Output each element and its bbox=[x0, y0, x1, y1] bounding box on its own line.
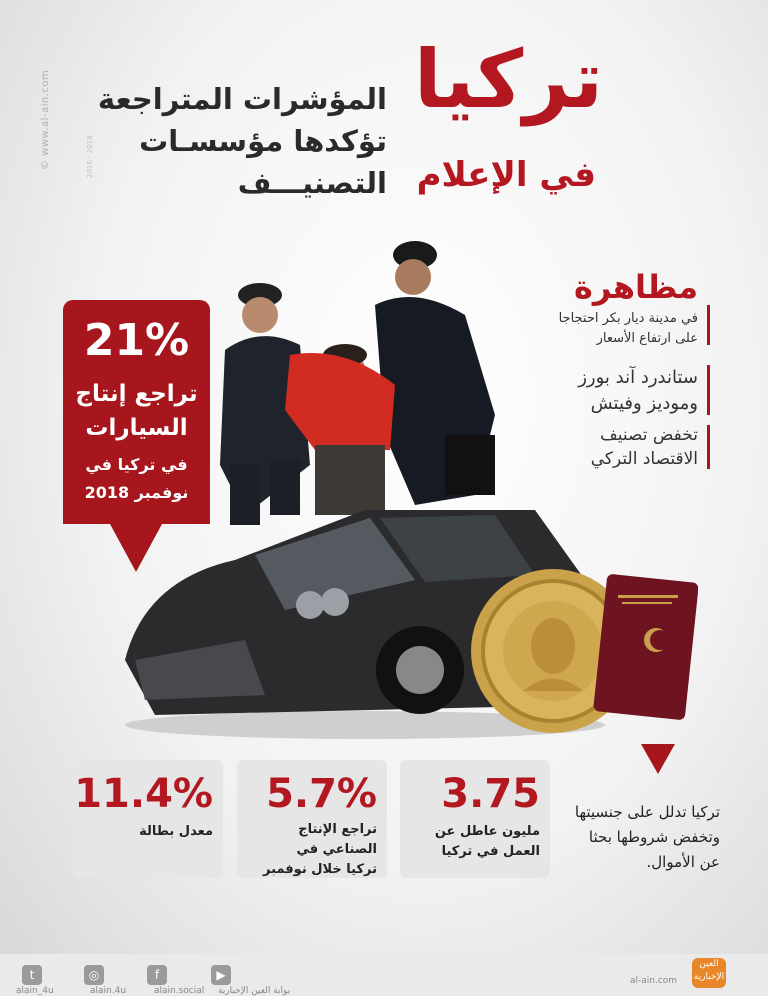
badge-line: نوفمبر 2018 bbox=[84, 483, 189, 502]
youtube-channel[interactable]: بوابة العين الإخبارية bbox=[218, 986, 291, 996]
citizenship-note bbox=[555, 800, 720, 880]
stat-text-line: تراجع الإنتاج bbox=[298, 822, 377, 837]
red-accent-bar bbox=[707, 305, 710, 345]
badge-line: تراجع إنتاج bbox=[75, 381, 198, 407]
stat-text bbox=[73, 822, 213, 842]
agencies-line: وموديز وفيتش bbox=[590, 393, 698, 414]
stat-number: 5.7% bbox=[266, 771, 377, 817]
note-pointer bbox=[641, 744, 675, 774]
turkish-passport-image bbox=[588, 570, 698, 720]
instagram-icon[interactable]: ◎ bbox=[84, 965, 104, 985]
headline-line: المؤشرات المتراجعة bbox=[97, 82, 387, 116]
right-info-column bbox=[520, 265, 710, 469]
downgrade-line: الاقتصاد التركي bbox=[590, 449, 698, 469]
stat-text-line: الصناعي في bbox=[296, 842, 377, 857]
stat-text-line: معدل بطالة bbox=[139, 824, 213, 839]
stat-text bbox=[237, 820, 377, 880]
facebook-handle[interactable]: alain.social bbox=[154, 986, 205, 996]
red-accent-bar bbox=[707, 365, 710, 415]
stat-number: 3.75 bbox=[441, 771, 540, 817]
facebook-icon[interactable]: f bbox=[147, 965, 167, 985]
headline-line: التصنيـــف bbox=[237, 166, 387, 200]
note-line: عن الأموال. bbox=[646, 853, 720, 871]
al-ain-logo: العين الإخبارية bbox=[692, 958, 726, 988]
agencies-line: ستاندرد آند بورز bbox=[578, 367, 698, 388]
main-subtitle: في الإعلام bbox=[416, 155, 596, 195]
note-line: تركيا تدلل على جنسيتها bbox=[574, 803, 720, 821]
instagram-handle[interactable]: alain.4u bbox=[90, 986, 127, 996]
stat-text-line: مليون عاطل عن bbox=[434, 824, 540, 839]
protest-heading: مظاهرة bbox=[574, 268, 698, 306]
vertical-years-text: 2016 - 2018 bbox=[86, 135, 94, 178]
stat-card-unemployment-rate bbox=[73, 760, 223, 878]
note-line: وتخفض شروطها بحثا bbox=[588, 828, 720, 846]
site-url[interactable]: al-ain.com bbox=[630, 976, 678, 986]
stat-text bbox=[400, 822, 540, 862]
stat-text-line: تركيا خلال نوفمبر bbox=[263, 862, 377, 877]
stat-card-unemployed bbox=[400, 760, 550, 878]
downgrade-line: تخفض تصنيف bbox=[600, 425, 698, 445]
vertical-site-text: © www.al-ain.com bbox=[40, 69, 51, 170]
main-title: تركيا bbox=[413, 33, 603, 126]
stat-card-industrial bbox=[237, 760, 387, 878]
headline-line: تؤكدها مؤسسـات bbox=[139, 124, 387, 158]
footer-bar bbox=[0, 954, 768, 996]
stat-text-line: العمل في تركيا bbox=[441, 844, 540, 859]
protest-desc-line: في مدينة ديار بكر احتجاجا bbox=[558, 311, 698, 326]
twitter-icon[interactable]: t bbox=[22, 965, 42, 985]
twitter-handle[interactable]: alain_4u bbox=[16, 986, 54, 996]
headline-block bbox=[97, 78, 387, 208]
red-accent-bar bbox=[707, 425, 710, 469]
protest-desc-line: على ارتفاع الأسعار bbox=[596, 331, 698, 346]
stat-number: 11.4% bbox=[74, 771, 213, 817]
youtube-icon[interactable]: ▶ bbox=[211, 965, 231, 985]
badge-line: في تركيا في bbox=[85, 455, 188, 474]
badge-percent: 21% bbox=[83, 315, 190, 366]
badge-line: السيارات bbox=[85, 415, 188, 441]
